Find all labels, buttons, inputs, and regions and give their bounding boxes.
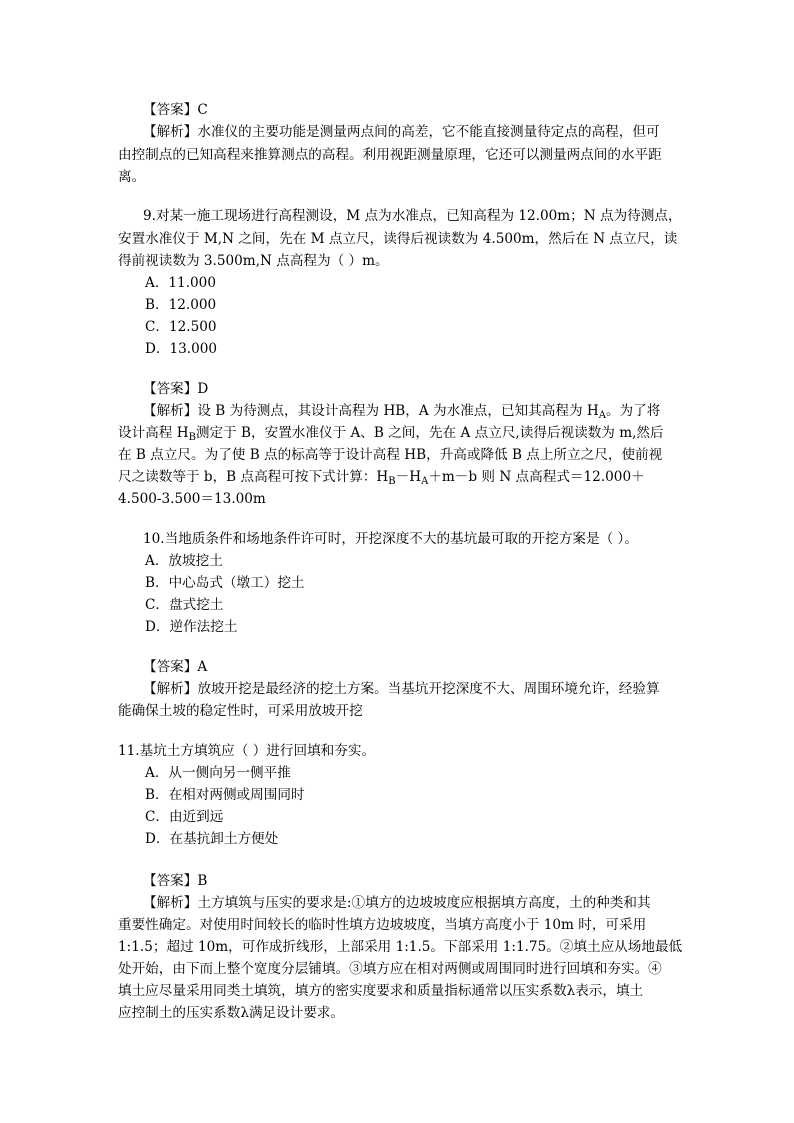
q9-option-b: B．12.000	[145, 297, 217, 313]
q9-analysis-line-5: 4.500-3.500＝13.00m	[118, 491, 266, 507]
q11-option-a: A．从一侧向另一侧平推	[145, 765, 291, 781]
q11-analysis-line-6: 应控制土的压实系数λ满足设计要求。	[118, 1005, 345, 1021]
q9-option-d: D．13.000	[145, 341, 218, 357]
q10-analysis-line-1: 【解析】放坡开挖是最经济的挖土方案。当基坑开挖深度不大、周围环境允许，经验算	[143, 681, 660, 697]
q9-option-c: C．12.500	[145, 319, 217, 335]
q10-option-b: B．中心岛式（墩工）挖土	[145, 575, 305, 591]
q11-option-b: B．在相对两侧或周围同时	[145, 787, 305, 803]
q9-stem-line-3: 得前视读数为 3.500m,N 点高程为（ ）m。	[118, 253, 389, 269]
q10-option-d: D．逆作法挖土	[145, 619, 238, 635]
q11-analysis-line-4: 处开始，由下而上整个宽度分层铺填。③填方应在相对两侧或周围同时进行回填和夯实。④	[118, 961, 662, 977]
q11-answer: 【答案】B	[143, 873, 208, 889]
q11-analysis-line-5: 填土应尽量采用同类土填筑，填方的密实度要求和质量指标通常以压实系数λ表示，填土	[118, 983, 644, 999]
q8-analysis-line-3: 离。	[118, 169, 146, 185]
q10-option-c: C．盘式挖土	[145, 597, 224, 613]
q10-analysis-line-2: 能确保土坡的稳定性时，可采用放坡开挖	[118, 703, 363, 719]
q10-option-a: A．放坡挖土	[145, 553, 223, 569]
q8-answer: 【答案】C	[143, 102, 208, 118]
q9-stem-line-2: 安置水准仪于 M,N 之间，先在 M 点立尺，读得后视读数为 4.500m，然后在 N 点立尺，读	[118, 231, 678, 247]
q8-analysis-line-1: 【解析】水准仪的主要功能是测量两点间的高差，它不能直接测量待定点的高程，但可	[143, 124, 660, 140]
q9-analysis-line-4: 尺之读数等于 b，B 点高程可按下式计算：$H_B-H_A+m-b$ 则 N 点高程式＝12.000＋	[118, 469, 645, 487]
q9-analysis-line-3: 在 B 点立尺。为了使 B 点的标高等于设计高程 HB，升高或降低 B 点上所立之尺，使前视	[118, 447, 663, 463]
q9-stem-line-1: 9.对某一施工现场进行高程测设，M 点为水准点，已知高程为 12.00m；N 点为待测点，	[143, 208, 682, 224]
q11-analysis-line-3: 1:1.5；超过 10m，可作成折线形，上部采用 1:1.5。下部采用 1:1.75。②填土应从场地最低	[118, 939, 683, 955]
q9-analysis-line-1: 【解析】设 B 为待测点，其设计高程为 HB，A 为水准点，已知其高程为 $H_A$。为了将	[143, 403, 661, 421]
q11-stem: 11.基坑土方填筑应（ ）进行回填和夯实。	[118, 743, 376, 759]
q11-option-c: C．由近到远	[145, 809, 224, 825]
q11-option-d: D．在基抗卸土方便处	[145, 831, 279, 847]
q9-analysis-line-2: 设计高程 $H_B$测定于 B，安置水准仪于 A、B 之间，先在 A 点立尺,读得后视读数为 m,然后	[118, 425, 664, 443]
q11-analysis-line-2: 重要性确定。对使用时间较长的临时性填方边坡坡度，当填方高度小于 10m 时，可采用	[118, 917, 647, 933]
q9-option-a: A．11.000	[145, 275, 216, 291]
q10-stem: 10.当地质条件和场地条件许可时，开挖深度不大的基坑最可取的开挖方案是（ ）。	[143, 531, 638, 547]
q11-analysis-line-1: 【解析】土方填筑与压实的要求是:①填方的边坡坡度应根据填方高度，土的种类和其	[143, 895, 651, 911]
q8-analysis-line-2: 由控制点的已知高程来推算测点的高程。利用视距测量原理，它还可以测量两点间的水平距	[118, 147, 662, 163]
q9-answer: 【答案】D	[143, 381, 209, 397]
q10-answer: 【答案】A	[143, 659, 208, 675]
